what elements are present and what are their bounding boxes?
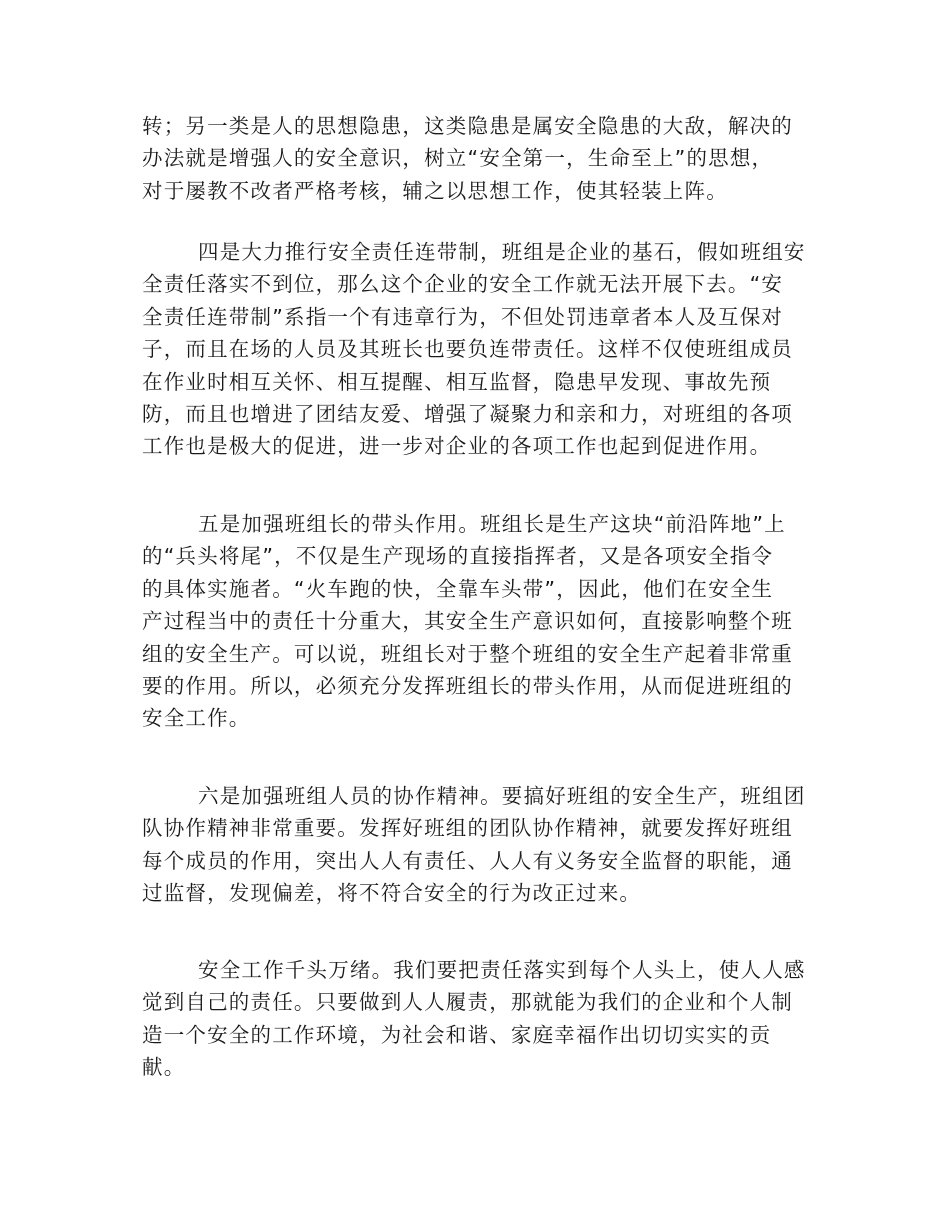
text-line: 过监督，发现偏差，将不符合安全的行为改正过来。 xyxy=(142,881,642,906)
paragraph-point-five xyxy=(142,508,812,735)
text-line: 全责任连带制”系指一个有违章行为，不但处罚违章者本人及互保对 xyxy=(142,304,784,329)
paragraph-point-six xyxy=(142,780,812,910)
paragraph-conclusion xyxy=(142,954,812,1084)
text-line: 产过程当中的责任十分重大，其安全生产意识如何，直接影响整个班 xyxy=(142,609,793,634)
text-line: 的具体实施者。“火车跑的快，全靠车头带”，因此，他们在安全生 xyxy=(142,576,774,601)
text-line: 办法就是增强人的安全意识，树立“安全第一，生命至上”的思想， xyxy=(142,146,774,171)
text-line: 对于屡教不改者严格考核，辅之以思想工作，使其轻装上阵。 xyxy=(142,178,728,203)
text-line: 转；另一类是人的思想隐患，这类隐患是属安全隐患的大敌，解决的 xyxy=(142,114,793,138)
text-line: 工作也是极大的促进，进一步对企业的各项工作也起到促进作用。 xyxy=(142,434,772,459)
text-line: 在作业时相互关怀、相互提醒、相互监督，隐患早发现、事故先预 xyxy=(142,369,772,394)
text-line: 的“兵头将尾”，不仅是生产现场的直接指挥者，又是各项安全指令 xyxy=(142,544,774,569)
text-line: 防，而且也增进了团结友爱、增强了凝聚力和亲和力，对班组的各项 xyxy=(142,401,793,426)
text-line: 四是大力推行安全责任连带制，班组是企业的基石，假如班组安 xyxy=(198,240,806,264)
text-line: 五是加强班组长的带头作用。班组长是生产这块“前沿阵地”上 xyxy=(198,512,786,536)
text-line: 造一个安全的工作环境，为社会和谐、家庭幸福作出切切实实的贡 xyxy=(142,1022,772,1047)
text-line: 要的作用。所以，必须充分发挥班组长的带头作用，从而促进班组的 xyxy=(142,673,793,698)
text-line: 献。 xyxy=(142,1055,186,1080)
paragraph-continuation xyxy=(142,110,812,207)
text-line: 全责任落实不到位，那么这个企业的安全工作就无法开展下去。“安 xyxy=(142,272,784,297)
text-line: 六是加强班组人员的协作精神。要搞好班组的安全生产，班组团 xyxy=(198,784,806,808)
text-line: 组的安全生产。可以说，班组长对于整个班组的安全生产起着非常重 xyxy=(142,641,793,666)
text-line: 安全工作千头万绪。我们要把责任落实到每个人头上，使人人感 xyxy=(198,958,806,982)
text-line: 觉到自己的责任。只要做到人人履责，那就能为我们的企业和个人制 xyxy=(142,990,793,1015)
text-line: 每个成员的作用，突出人人有责任、人人有义务安全监督的职能，通 xyxy=(142,848,793,873)
text-line: 子，而且在场的人员及其班长也要负连带责任。这样不仅使班组成员 xyxy=(142,337,793,362)
text-line: 队协作精神非常重要。发挥好班组的团队协作精神，就要发挥好班组 xyxy=(142,816,793,841)
text-line: 安全工作。 xyxy=(142,706,251,731)
paragraph-point-four xyxy=(142,236,812,463)
